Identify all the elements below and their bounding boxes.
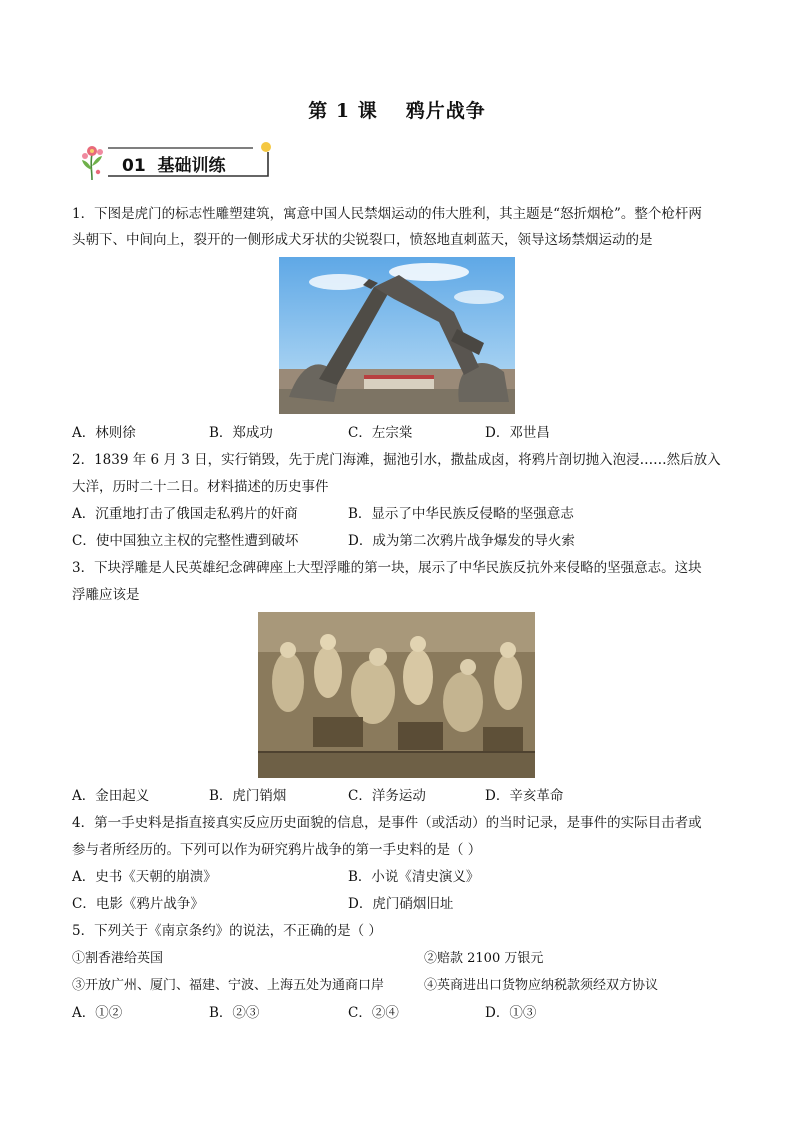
flower-icon <box>78 142 108 182</box>
q2-line-2: 大洋，历时二十二日。材料描述的历史事件 <box>72 479 329 495</box>
page-title <box>0 96 794 123</box>
q5-option-c[interactable]: C．②④ <box>348 1005 399 1021</box>
q2-option-d[interactable]: D．成为第二次鸦片战争爆发的导火索 <box>348 533 575 549</box>
q2-option-a[interactable]: A．沉重地打击了俄国走私鸦片的奸商 <box>72 506 298 522</box>
q5-statement-1: ①割香港给英国 <box>72 951 164 966</box>
lesson-topic: 鸦片战争 <box>405 100 486 122</box>
q5-option-a[interactable]: A．①② <box>72 1005 123 1021</box>
q5-option-d[interactable]: D．①③ <box>485 1005 537 1021</box>
humen-sculpture-photo <box>279 257 515 414</box>
q5-statement-2: ②赔款 2100 万银元 <box>424 951 544 966</box>
q2-line-1: 2．1839 年 6 月 3 日，实行销毁，先于虎门海滩，掘池引水，撒盐成卤，将鸦片剖切抛入泡浸……然后放入 <box>72 452 721 468</box>
lesson-number: 第 1 课 <box>308 100 378 122</box>
q2-option-c[interactable]: C．使中国独立主权的完整性遭到破坏 <box>72 533 299 549</box>
q5-option-b[interactable]: B．②③ <box>209 1005 260 1021</box>
q1-option-d[interactable]: D．邓世昌 <box>485 425 550 441</box>
q4-option-c[interactable]: C．电影《鸦片战争》 <box>72 896 204 912</box>
q1-option-a[interactable]: A．林则徐 <box>72 425 136 441</box>
q1-option-b[interactable]: B．郑成功 <box>209 425 273 441</box>
q4-option-d[interactable]: D．虎门硝烟旧址 <box>348 896 454 912</box>
q4-line-1: 4．第一手史料是指直接真实反应历史面貌的信息，是事件（或活动）的当时记录，是事件的实际目击者或 <box>72 815 702 831</box>
q1-line-1: 1．下图是虎门的标志性雕塑建筑，寓意中国人民禁烟运动的伟大胜利，其主题是“怒折烟枪”。整个枪杆两 <box>72 206 702 222</box>
q4-line-2: 参与者所经历的。下列可以作为研究鸦片战争的第一手史料的是（ ） <box>72 842 482 858</box>
q5-line-1: 5．下列关于《南京条约》的说法，不正确的是（ ） <box>72 923 382 939</box>
q5-statement-4: ④英商进出口货物应纳税款须经双方协议 <box>424 978 659 993</box>
q3-line-1: 3．下块浮雕是人民英雄纪念碑碑座上大型浮雕的第一块，展示了中华民族反抗外来侵略的坚强意志。这块 <box>72 560 702 576</box>
q3-line-2: 浮雕应该是 <box>72 587 140 603</box>
sun-dot-icon <box>260 141 272 153</box>
q2-option-b[interactable]: B．显示了中华民族反侵略的坚强意志 <box>348 506 574 522</box>
q3-option-b[interactable]: B．虎门销烟 <box>209 788 287 804</box>
section-label: 01 基础训练 <box>122 156 226 176</box>
q4-option-b[interactable]: B．小说《清史演义》 <box>348 869 480 885</box>
q1-option-c[interactable]: C．左宗棠 <box>348 425 413 441</box>
q3-option-c[interactable]: C．洋务运动 <box>348 788 426 804</box>
q5-statement-3: ③开放广州、厦门、福建、宁波、上海五处为通商口岸 <box>72 978 385 993</box>
relief-sculpture-photo <box>258 612 535 778</box>
q1-line-2: 头朝下、中间向上，裂开的一侧形成犬牙状的尖锐裂口，愤怒地直刺蓝天，领导这场禁烟运动的是 <box>72 232 653 248</box>
q4-option-a[interactable]: A．史书《天朝的崩溃》 <box>72 869 217 885</box>
q3-option-d[interactable]: D．辛亥革命 <box>485 788 564 804</box>
q3-option-a[interactable]: A．金田起义 <box>72 788 150 804</box>
